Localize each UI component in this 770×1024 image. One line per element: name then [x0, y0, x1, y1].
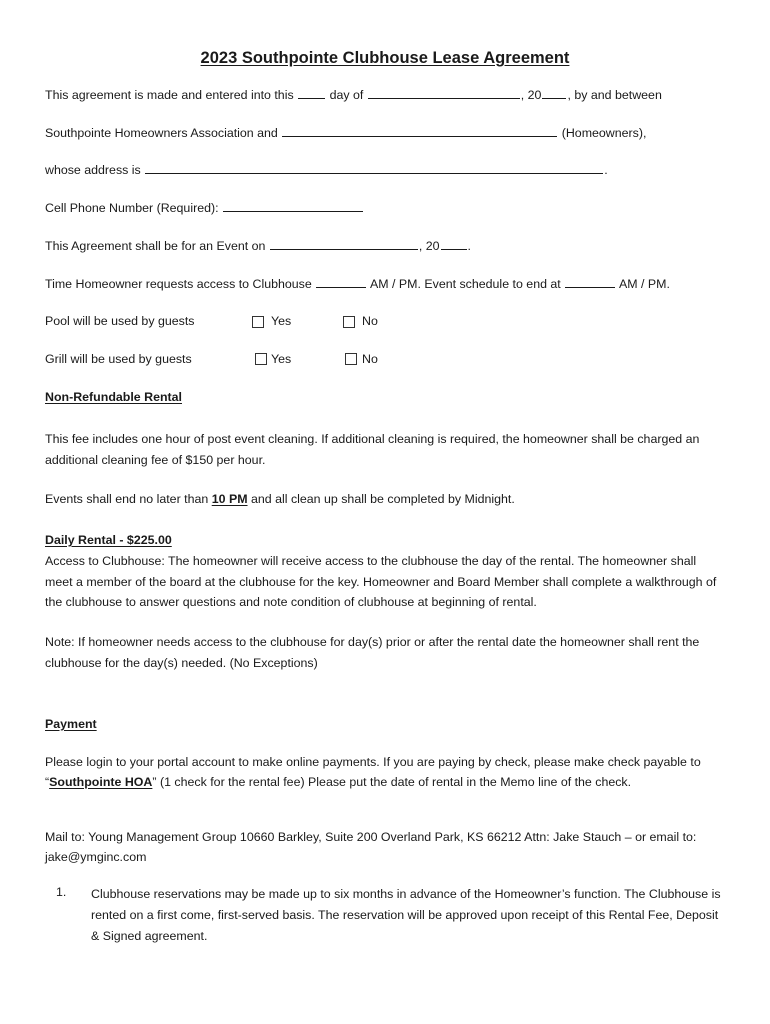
daily-rental-heading: Daily Rental - $225.00 — [45, 533, 172, 547]
grill-no-checkbox[interactable] — [345, 353, 357, 365]
note-paragraph: Note: If homeowner needs access to the clubhouse for day(s) prior or after the rental date the homeowner shall rent the clubhouse for the day(s) needed. (No Exceptions) — [45, 635, 700, 670]
phone-blank[interactable] — [223, 200, 363, 212]
grill-yes-checkbox[interactable] — [255, 353, 267, 365]
day-blank[interactable] — [298, 87, 325, 99]
homeowner-name-blank[interactable] — [282, 125, 557, 137]
year-blank[interactable] — [542, 87, 566, 99]
event-date-line: This Agreement shall be for an Event on , 20 . — [45, 239, 471, 253]
grill-yes-label: Yes — [271, 352, 292, 366]
address-line: whose address is . — [45, 163, 608, 177]
event-date-blank[interactable] — [270, 238, 418, 250]
pool-yes-label: Yes — [271, 314, 292, 328]
grill-label: Grill will be used by guests — [45, 352, 192, 366]
access-paragraph: Access to Clubhouse: The homeowner will receive access to the clubhouse the day of the rental. The homeowner shall meet a member of the board at the clubhouse for the key. Homeowner and Board Member shall complete a walkthrough of the clubhouse to answer questions and note condition of clubhouse at beginning of rental. — [45, 554, 717, 609]
pool-no-checkbox[interactable] — [343, 316, 355, 328]
mail-to-paragraph: Mail to: Young Management Group 10660 Barkley, Suite 200 Overland Park, KS 66212 Attn: Jake Stauch – or email to: jake@ymginc.com — [45, 830, 697, 864]
time-line: Time Homeowner requests access to Clubhouse AM / PM. Event schedule to end at AM / PM. — [45, 277, 670, 291]
event-end-paragraph: Events shall end no later than 10 PM and all clean up shall be completed by Midnight. — [45, 492, 515, 506]
phone-line: Cell Phone Number (Required): — [45, 200, 364, 215]
end-time-blank[interactable] — [565, 276, 615, 288]
payment-heading: Payment — [45, 717, 97, 731]
pool-yes-checkbox[interactable] — [252, 316, 264, 328]
cleaning-fee-paragraph: This fee includes one hour of post event cleaning. If additional cleaning is required, the homeowner shall be charged an additional cleaning fee of $150 per hour. — [45, 432, 700, 467]
pool-label: Pool will be used by guests — [45, 314, 195, 328]
month-blank[interactable] — [368, 87, 520, 99]
list-item: Clubhouse reservations may be made up to six months in advance of the Homeowner’s function. The Clubhouse is rented on a first come, first-served basis. The reservation will be approved upon receipt of this Rental Fee, Deposit & Signed agreement. — [91, 887, 721, 943]
payment-paragraph: Please login to your portal account to make online payments. If you are paying by check, please make check payable to “Southpointe HOA” (1 check for the rental fee) Please put the date of rental in the Memo line of the check. — [45, 755, 701, 789]
parties-line: Southpointe Homeowners Association and (Homeowners), — [45, 126, 647, 140]
list-item-number: 1. — [56, 885, 67, 899]
address-blank[interactable] — [145, 162, 603, 174]
document-title: 2023 Southpointe Clubhouse Lease Agreement — [200, 49, 570, 67]
nonrefundable-heading: Non-Refundable Rental — [45, 390, 182, 404]
start-time-blank[interactable] — [316, 276, 366, 288]
agreement-date-line: This agreement is made and entered into this day of , 20 , by and between — [45, 88, 662, 102]
event-year-blank[interactable] — [441, 238, 467, 250]
pool-no-label: No — [362, 314, 378, 328]
grill-no-label: No — [362, 352, 378, 366]
